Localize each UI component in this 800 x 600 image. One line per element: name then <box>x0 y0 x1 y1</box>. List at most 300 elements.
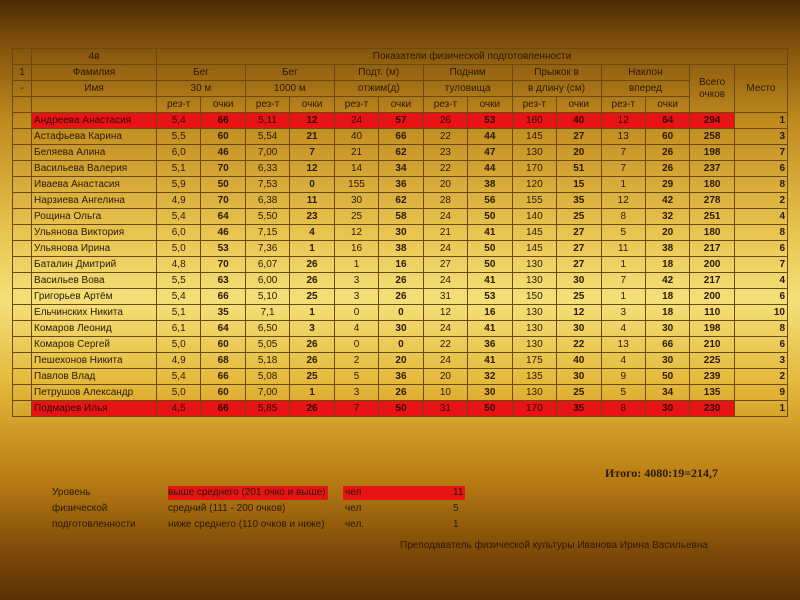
score-cell: 3 <box>601 305 645 321</box>
place-cell: 9 <box>734 385 787 401</box>
data-rows <box>13 113 788 417</box>
score-cell: 7,36 <box>245 241 289 257</box>
score-cell: 7 <box>601 145 645 161</box>
score-cell: 4 <box>601 321 645 337</box>
table-row <box>13 273 788 289</box>
score-cell: 64 <box>201 321 245 337</box>
score-cell: 26 <box>379 289 423 305</box>
score-cell: 20 <box>645 225 689 241</box>
score-cell: 22 <box>423 161 467 177</box>
score-cell: 3 <box>290 321 334 337</box>
score-cell: 36 <box>379 369 423 385</box>
score-cell: 24 <box>334 113 378 129</box>
score-cell: 30 <box>334 193 378 209</box>
score-cell: 22 <box>557 337 601 353</box>
score-cell: 24 <box>423 209 467 225</box>
score-cell: 217 <box>690 273 734 289</box>
table-row <box>13 401 788 417</box>
score-cell: 40 <box>557 113 601 129</box>
score-cell: 170 <box>512 401 556 417</box>
place-cell: 8 <box>734 177 787 193</box>
score-cell: 63 <box>201 273 245 289</box>
score-cell: 5 <box>334 369 378 385</box>
score-cell: 66 <box>201 289 245 305</box>
score-cell: 140 <box>512 209 556 225</box>
subheader-points: очки <box>645 97 689 113</box>
score-cell: 200 <box>690 289 734 305</box>
legend-high-count: чел 11 <box>345 487 464 498</box>
subheader-points: очки <box>290 97 334 113</box>
student-name: Ельчинских Никита <box>32 305 157 321</box>
table-row <box>13 289 788 305</box>
score-cell: 5,1 <box>156 305 200 321</box>
score-cell: 5,10 <box>245 289 289 305</box>
score-cell: 16 <box>379 257 423 273</box>
score-cell: 6,1 <box>156 321 200 337</box>
score-cell: 50 <box>468 401 512 417</box>
table-row <box>13 161 788 177</box>
score-cell: 6,0 <box>156 225 200 241</box>
student-name: Петрушов Александр <box>32 385 157 401</box>
score-cell: 150 <box>512 289 556 305</box>
score-cell: 5,50 <box>245 209 289 225</box>
score-cell: 44 <box>468 161 512 177</box>
score-cell: 27 <box>423 257 467 273</box>
score-cell: 25 <box>557 289 601 305</box>
student-name: Ульянова Виктория <box>32 225 157 241</box>
score-cell: 66 <box>201 113 245 129</box>
score-cell: 5,4 <box>156 289 200 305</box>
table-row <box>13 177 788 193</box>
score-cell: 56 <box>468 193 512 209</box>
place-cell: 7 <box>734 145 787 161</box>
score-cell: 41 <box>468 321 512 337</box>
score-cell: 25 <box>290 289 334 305</box>
table-row <box>13 113 788 129</box>
score-cell: 46 <box>201 225 245 241</box>
student-name: Беляева Алина <box>32 145 157 161</box>
subheader-result: рез-т <box>423 97 467 113</box>
summary-total: Итого: 4080:19=214,7 <box>605 466 719 480</box>
score-cell: 26 <box>379 273 423 289</box>
student-name: Комаров Леонид <box>32 321 157 337</box>
score-cell: 41 <box>468 225 512 241</box>
legend-high: выше среднего (201 очко и выше) <box>168 486 328 500</box>
score-cell: 38 <box>468 177 512 193</box>
score-cell: 0 <box>290 177 334 193</box>
table-row <box>13 353 788 369</box>
score-cell: 25 <box>557 385 601 401</box>
score-cell: 7 <box>290 145 334 161</box>
score-cell: 5,4 <box>156 113 200 129</box>
score-cell: 36 <box>379 177 423 193</box>
legend-line-1: Уровень <box>52 487 91 498</box>
score-cell: 5,1 <box>156 161 200 177</box>
score-cell: 16 <box>468 305 512 321</box>
score-cell: 5,18 <box>245 353 289 369</box>
score-cell: 6,33 <box>245 161 289 177</box>
score-cell: 28 <box>423 193 467 209</box>
table-row <box>13 369 788 385</box>
student-name: Рощина Ольга <box>32 209 157 225</box>
score-cell: 18 <box>645 257 689 273</box>
score-cell: 62 <box>379 193 423 209</box>
score-cell: 66 <box>645 337 689 353</box>
score-cell: 26 <box>423 113 467 129</box>
score-cell: 26 <box>290 257 334 273</box>
place-cell: 1 <box>734 401 787 417</box>
student-name: Иваева Анастасия <box>32 177 157 193</box>
subheader-result: рез-т <box>156 97 200 113</box>
score-cell: 230 <box>690 401 734 417</box>
score-cell: 30 <box>379 225 423 241</box>
score-cell: 24 <box>423 321 467 337</box>
score-cell: 22 <box>423 337 467 353</box>
score-cell: 175 <box>512 353 556 369</box>
subheader-points: очки <box>379 97 423 113</box>
score-cell: 51 <box>557 161 601 177</box>
results-sheet <box>0 48 800 468</box>
score-cell: 34 <box>645 385 689 401</box>
table-row <box>13 257 788 273</box>
header-run30: Бег <box>156 65 245 81</box>
table-row <box>13 321 788 337</box>
place-cell: 8 <box>734 321 787 337</box>
score-cell: 9 <box>601 369 645 385</box>
table-row <box>13 209 788 225</box>
score-cell: 7,1 <box>245 305 289 321</box>
score-cell: 4,5 <box>156 401 200 417</box>
score-cell: 12 <box>423 305 467 321</box>
place-cell: 3 <box>734 129 787 145</box>
header-total: Всего очков <box>690 65 734 113</box>
score-cell: 170 <box>512 161 556 177</box>
score-cell: 130 <box>512 257 556 273</box>
score-cell: 12 <box>557 305 601 321</box>
score-cell: 239 <box>690 369 734 385</box>
score-cell: 25 <box>334 209 378 225</box>
score-cell: 18 <box>645 289 689 305</box>
score-cell: 12 <box>601 113 645 129</box>
score-cell: 180 <box>690 177 734 193</box>
score-cell: 5,05 <box>245 337 289 353</box>
score-cell: 13 <box>601 129 645 145</box>
score-cell: 6,0 <box>156 145 200 161</box>
score-cell: 29 <box>645 177 689 193</box>
header-row-3: - Имя 30 м 1000 м отжим(д) туловища в длину (см) вперед <box>13 81 788 97</box>
table-row <box>13 385 788 401</box>
score-cell: 135 <box>512 369 556 385</box>
score-cell: 120 <box>512 177 556 193</box>
place-cell: 6 <box>734 337 787 353</box>
score-cell: 4 <box>290 225 334 241</box>
score-cell: 6,50 <box>245 321 289 337</box>
results-table <box>12 48 788 417</box>
score-cell: 68 <box>201 353 245 369</box>
subheader-result: рез-т <box>512 97 556 113</box>
header-pullups: Подт. (м) <box>334 65 423 81</box>
score-cell: 5,0 <box>156 337 200 353</box>
score-cell: 110 <box>690 305 734 321</box>
score-cell: 237 <box>690 161 734 177</box>
score-cell: 135 <box>690 385 734 401</box>
score-cell: 32 <box>645 209 689 225</box>
header-situps: Подним <box>423 65 512 81</box>
place-cell: 4 <box>734 209 787 225</box>
score-cell: 21 <box>423 225 467 241</box>
score-cell: 50 <box>468 209 512 225</box>
score-cell: 4,8 <box>156 257 200 273</box>
place-cell: 6 <box>734 289 787 305</box>
score-cell: 57 <box>379 113 423 129</box>
score-cell: 21 <box>290 129 334 145</box>
score-cell: 31 <box>423 401 467 417</box>
score-cell: 24 <box>423 241 467 257</box>
score-cell: 8 <box>601 401 645 417</box>
place-cell: 3 <box>734 353 787 369</box>
score-cell: 3 <box>334 289 378 305</box>
score-cell: 64 <box>201 209 245 225</box>
score-cell: 50 <box>468 257 512 273</box>
place-cell: 7 <box>734 257 787 273</box>
score-cell: 23 <box>290 209 334 225</box>
header-row-1 <box>13 49 788 65</box>
score-cell: 15 <box>557 177 601 193</box>
score-cell: 26 <box>379 385 423 401</box>
score-cell: 30 <box>557 321 601 337</box>
place-cell: 4 <box>734 273 787 289</box>
score-cell: 30 <box>645 321 689 337</box>
score-cell: 32 <box>468 369 512 385</box>
score-cell: 30 <box>557 369 601 385</box>
header-run30-sub: 30 м <box>156 81 245 97</box>
score-cell: 27 <box>557 257 601 273</box>
score-cell: 130 <box>512 385 556 401</box>
score-cell: 50 <box>379 401 423 417</box>
score-cell: 40 <box>557 353 601 369</box>
score-cell: 12 <box>290 113 334 129</box>
score-cell: 130 <box>512 273 556 289</box>
score-cell: 30 <box>645 401 689 417</box>
score-cell: 7,00 <box>245 145 289 161</box>
score-cell: 66 <box>201 369 245 385</box>
score-cell: 5,0 <box>156 385 200 401</box>
student-name: Комаров Сергей <box>32 337 157 353</box>
score-cell: 5 <box>601 225 645 241</box>
score-cell: 7 <box>601 161 645 177</box>
score-cell: 27 <box>557 225 601 241</box>
score-cell: 145 <box>512 129 556 145</box>
score-cell: 38 <box>379 241 423 257</box>
score-cell: 4,9 <box>156 353 200 369</box>
score-cell: 7,15 <box>245 225 289 241</box>
student-name: Баталин Дмитрий <box>32 257 157 273</box>
score-cell: 258 <box>690 129 734 145</box>
score-cell: 198 <box>690 321 734 337</box>
score-cell: 70 <box>201 161 245 177</box>
score-cell: 60 <box>201 129 245 145</box>
score-cell: 0 <box>334 337 378 353</box>
score-cell: 46 <box>201 145 245 161</box>
score-cell: 0 <box>379 337 423 353</box>
score-cell: 18 <box>645 305 689 321</box>
score-cell: 41 <box>468 273 512 289</box>
table-row <box>13 241 788 257</box>
score-cell: 20 <box>379 353 423 369</box>
score-cell: 2 <box>334 353 378 369</box>
table-row <box>13 305 788 321</box>
score-cell: 11 <box>290 193 334 209</box>
table-row <box>13 129 788 145</box>
score-cell: 5,9 <box>156 177 200 193</box>
place-cell: 8 <box>734 225 787 241</box>
table-row <box>13 145 788 161</box>
score-cell: 12 <box>334 225 378 241</box>
score-cell: 1 <box>601 289 645 305</box>
score-cell: 7,00 <box>245 385 289 401</box>
score-cell: 12 <box>601 193 645 209</box>
score-cell: 20 <box>423 177 467 193</box>
legend-low-count: чел. 1 <box>345 519 459 530</box>
score-cell: 26 <box>290 273 334 289</box>
score-cell: 278 <box>690 193 734 209</box>
place-cell: 2 <box>734 193 787 209</box>
header-bend: Наклон <box>601 65 690 81</box>
header-jump: Прыжок в <box>512 65 601 81</box>
score-cell: 200 <box>690 257 734 273</box>
header-place: Место <box>734 65 787 113</box>
score-cell: 294 <box>690 113 734 129</box>
score-cell: 4 <box>334 321 378 337</box>
student-name: Андреева Анастасия <box>32 113 157 129</box>
score-cell: 53 <box>468 289 512 305</box>
score-cell: 5,08 <box>245 369 289 385</box>
score-cell: 26 <box>290 401 334 417</box>
score-cell: 26 <box>290 353 334 369</box>
score-cell: 50 <box>645 369 689 385</box>
student-name: Подмарев Илья <box>32 401 157 417</box>
place-cell: 1 <box>734 113 787 129</box>
header-situps-sub: туловища <box>423 81 512 97</box>
score-cell: 35 <box>557 401 601 417</box>
score-cell: 62 <box>379 145 423 161</box>
score-cell: 70 <box>201 257 245 273</box>
score-cell: 31 <box>423 289 467 305</box>
score-cell: 7 <box>334 401 378 417</box>
score-cell: 40 <box>334 129 378 145</box>
score-cell: 145 <box>512 225 556 241</box>
score-cell: 66 <box>379 129 423 145</box>
score-cell: 60 <box>201 337 245 353</box>
score-cell: 12 <box>290 161 334 177</box>
header-run1000: Бег <box>245 65 334 81</box>
score-cell: 155 <box>334 177 378 193</box>
score-cell: 5,4 <box>156 369 200 385</box>
score-cell: 6,00 <box>245 273 289 289</box>
score-cell: 50 <box>468 241 512 257</box>
score-cell: 5,85 <box>245 401 289 417</box>
score-cell: 145 <box>512 241 556 257</box>
legend-line-3: подготовленности <box>52 519 136 530</box>
header-pullups-sub: отжим(д) <box>334 81 423 97</box>
score-cell: 1 <box>601 177 645 193</box>
score-cell: 5,4 <box>156 209 200 225</box>
table-row <box>13 225 788 241</box>
score-cell: 23 <box>423 145 467 161</box>
score-cell: 130 <box>512 305 556 321</box>
section-title: Показатели физической подготовленности <box>156 49 787 65</box>
score-cell: 13 <box>601 337 645 353</box>
score-cell: 42 <box>645 273 689 289</box>
score-cell: 10 <box>423 385 467 401</box>
student-name: Нарзиева Ангелина <box>32 193 157 209</box>
score-cell: 53 <box>468 113 512 129</box>
place-cell: 10 <box>734 305 787 321</box>
score-cell: 35 <box>201 305 245 321</box>
teacher-caption: Преподаватель физической культуры Иванова Ирина Васильевна <box>400 540 708 551</box>
header-bend-sub: вперед <box>601 81 690 97</box>
legend-medium: средний (111 - 200 очков) <box>168 503 286 514</box>
score-cell: 1 <box>290 241 334 257</box>
student-name: Астафьева Карина <box>32 129 157 145</box>
place-cell: 6 <box>734 241 787 257</box>
score-cell: 7,53 <box>245 177 289 193</box>
score-cell: 22 <box>423 129 467 145</box>
header-name: Имя <box>32 81 157 97</box>
header-run1000-sub: 1000 м <box>245 81 334 97</box>
class-label: 4в <box>32 49 157 65</box>
score-cell: 225 <box>690 353 734 369</box>
score-cell: 0 <box>334 305 378 321</box>
header-surname: Фамилия <box>32 65 157 81</box>
score-cell: 60 <box>201 385 245 401</box>
subheader-result: рез-т <box>601 97 645 113</box>
legend-medium-count: чел 5 <box>345 503 459 514</box>
score-cell: 11 <box>601 241 645 257</box>
score-cell: 180 <box>690 225 734 241</box>
score-cell: 1 <box>601 257 645 273</box>
score-cell: 4 <box>601 353 645 369</box>
score-cell: 47 <box>468 145 512 161</box>
table-row <box>13 193 788 209</box>
header-row-4 <box>13 97 788 113</box>
score-cell: 0 <box>379 305 423 321</box>
score-cell: 5,5 <box>156 129 200 145</box>
score-cell: 3 <box>334 385 378 401</box>
score-cell: 14 <box>334 161 378 177</box>
student-name: Ульянова Ирина <box>32 241 157 257</box>
score-cell: 27 <box>557 241 601 257</box>
score-cell: 7 <box>601 273 645 289</box>
score-cell: 25 <box>557 209 601 225</box>
score-cell: 44 <box>468 129 512 145</box>
score-cell: 30 <box>468 385 512 401</box>
score-cell: 5 <box>601 385 645 401</box>
score-cell: 64 <box>645 113 689 129</box>
score-cell: 6,38 <box>245 193 289 209</box>
score-cell: 8 <box>601 209 645 225</box>
legend-line-2: физической <box>52 503 108 514</box>
score-cell: 30 <box>379 321 423 337</box>
score-cell: 25 <box>290 369 334 385</box>
subheader-points: очки <box>201 97 245 113</box>
score-cell: 42 <box>645 193 689 209</box>
score-cell: 20 <box>557 145 601 161</box>
student-name: Васильева Валерия <box>32 161 157 177</box>
score-cell: 5,11 <box>245 113 289 129</box>
score-cell: 35 <box>557 193 601 209</box>
score-cell: 16 <box>334 241 378 257</box>
